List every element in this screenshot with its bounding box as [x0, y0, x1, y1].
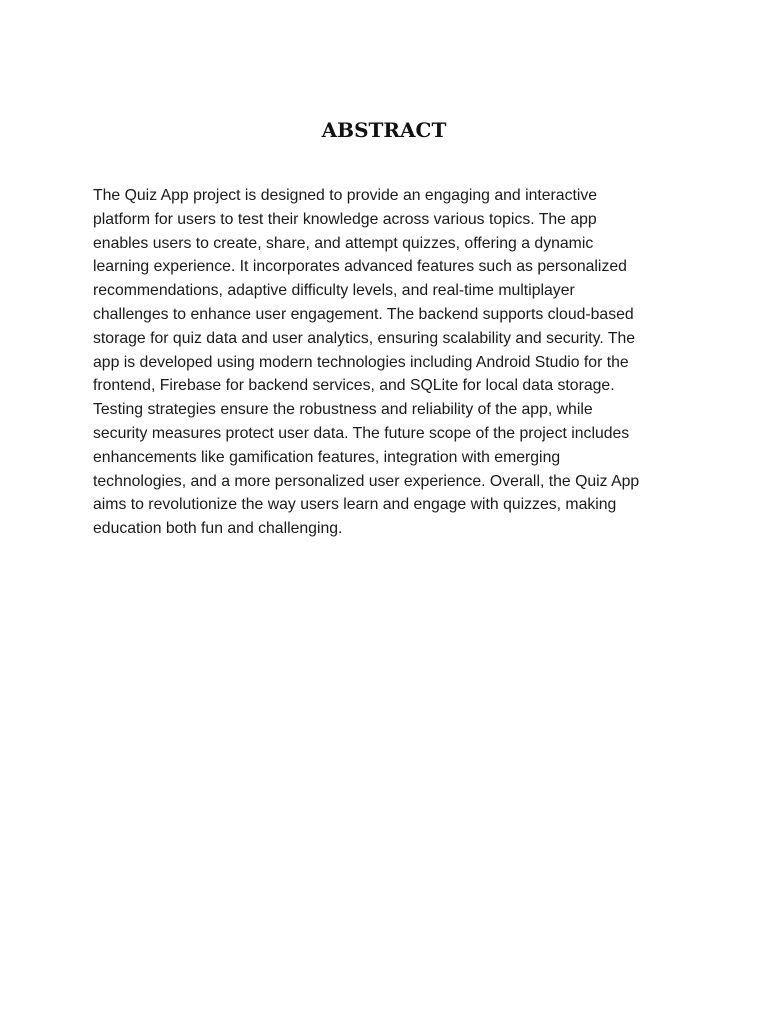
page-title: ABSTRACT	[321, 118, 447, 142]
paragraph-line: recommendations, adaptive difficulty levels, and real-time multiplayer	[93, 282, 575, 300]
paragraph-line: enables users to create, share, and attempt quizzes, offering a dynamic	[93, 234, 594, 252]
paragraph-line: storage for quiz data and user analytics, ensuring scalability and security. The	[93, 329, 636, 347]
paragraph-line: technologies, and a more personalized user experience. Overall, the Quiz App	[93, 472, 640, 490]
abstract-paragraph	[93, 184, 673, 541]
paragraph-line: frontend, Firebase for backend services, and SQLite for local data storage.	[93, 377, 615, 395]
paragraph-line: learning experience. It incorporates advanced features such as personalized	[93, 258, 627, 276]
paragraph-line: challenges to enhance user engagement. The backend supports cloud-based	[93, 305, 634, 323]
paragraph-line: app is developed using modern technologies including Android Studio for the	[93, 353, 629, 371]
paragraph-line: aims to revolutionize the way users learn and engage with quizzes, making	[93, 496, 617, 514]
paragraph-line: education both fun and challenging.	[93, 520, 343, 538]
paragraph-line: enhancements like gamification features, integration with emerging	[93, 448, 561, 466]
paragraph-line: Testing strategies ensure the robustness and reliability of the app, while	[93, 401, 593, 419]
paragraph-line: The Quiz App project is designed to provide an engaging and interactive	[93, 187, 598, 204]
paragraph-line: security measures protect user data. The future scope of the project includes	[93, 424, 630, 442]
paragraph-line: platform for users to test their knowledge across various topics. The app	[93, 210, 597, 228]
